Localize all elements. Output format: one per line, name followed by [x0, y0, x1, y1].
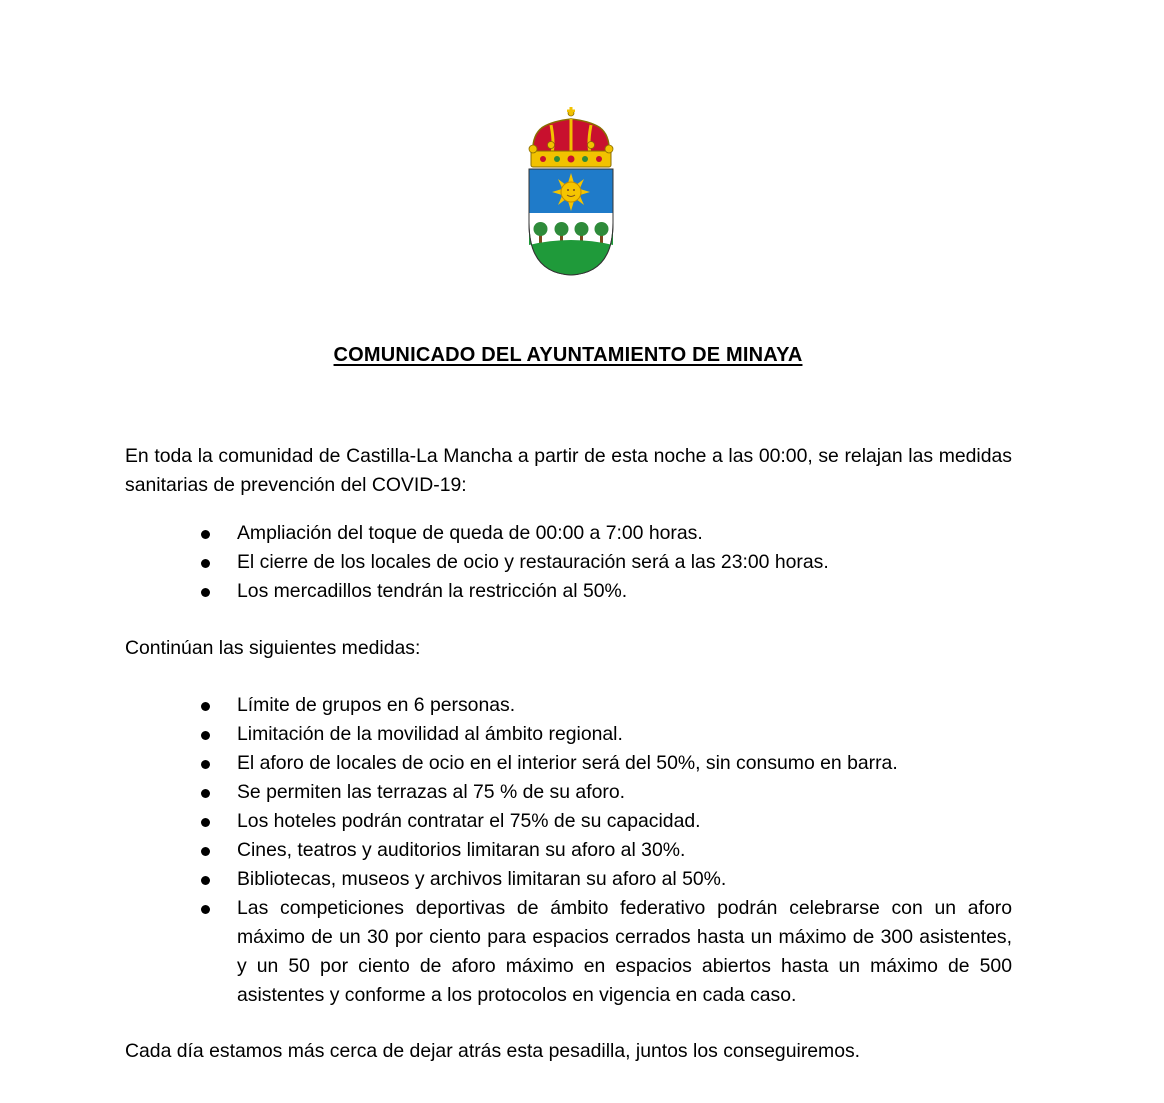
bullet-icon [201, 731, 210, 740]
bullet-icon [201, 818, 210, 827]
bullet-icon [201, 789, 210, 798]
crown-icon [529, 107, 613, 167]
list-item: Las competiciones deportivas de ámbito federativo podrán celebrarse con un aforo máximo de un 30 por ciento para espacios cerrados hasta un máximo de 300 asistentes, y un 50 por ciento de aforo máximo en espacios abiertos hasta un máximo de 500 asistentes y conforme a los protocolos en vigencia en cada caso. [125, 894, 1012, 1010]
bullet-icon [201, 530, 210, 539]
list-item: Límite de grupos en 6 personas. [125, 691, 1012, 720]
closing-paragraph: Cada día estamos más cerca de dejar atrás esta pesadilla, juntos los conseguiremos. [125, 1040, 861, 1062]
list-item: Se permiten las terrazas al 75 % de su aforo. [125, 778, 1012, 807]
list-item: El aforo de locales de ocio en el interior será del 50%, sin consumo en barra. [125, 749, 1012, 778]
list-item: El cierre de los locales de ocio y restauración será a las 23:00 horas. [125, 548, 1012, 577]
bullet-icon [201, 847, 210, 856]
list-item: Los mercadillos tendrán la restricción al 50%. [125, 577, 1012, 606]
bullet-icon [201, 760, 210, 769]
bullet-icon [201, 588, 210, 597]
intro-paragraph: En toda la comunidad de Castilla-La Mancha a partir de esta noche a las 00:00, se relajan las medidas sanitarias de prevención del COVID-19: [125, 445, 1012, 496]
coat-of-arms-icon [521, 105, 621, 277]
shield-icon [529, 169, 613, 275]
continuing-measures-list [125, 691, 1012, 1010]
list-item: Limitación de la movilidad al ámbito regional. [125, 720, 1012, 749]
list-item: Cines, teatros y auditorios limitaran su aforo al 30%. [125, 836, 1012, 865]
list-item: Bibliotecas, museos y archivos limitaran su aforo al 50%. [125, 865, 1012, 894]
bullet-icon [201, 876, 210, 885]
continue-heading: Continúan las siguientes medidas: [125, 637, 421, 659]
bullet-icon [201, 905, 210, 914]
list-item: Los hoteles podrán contratar el 75% de su capacidad. [125, 807, 1012, 836]
bullet-icon [201, 559, 210, 568]
bullet-icon [201, 702, 210, 711]
relaxed-measures-list [125, 519, 1012, 606]
list-item: Ampliación del toque de queda de 00:00 a 7:00 horas. [125, 519, 1012, 548]
page-title: COMUNICADO DEL AYUNTAMIENTO DE MINAYA [333, 344, 803, 366]
